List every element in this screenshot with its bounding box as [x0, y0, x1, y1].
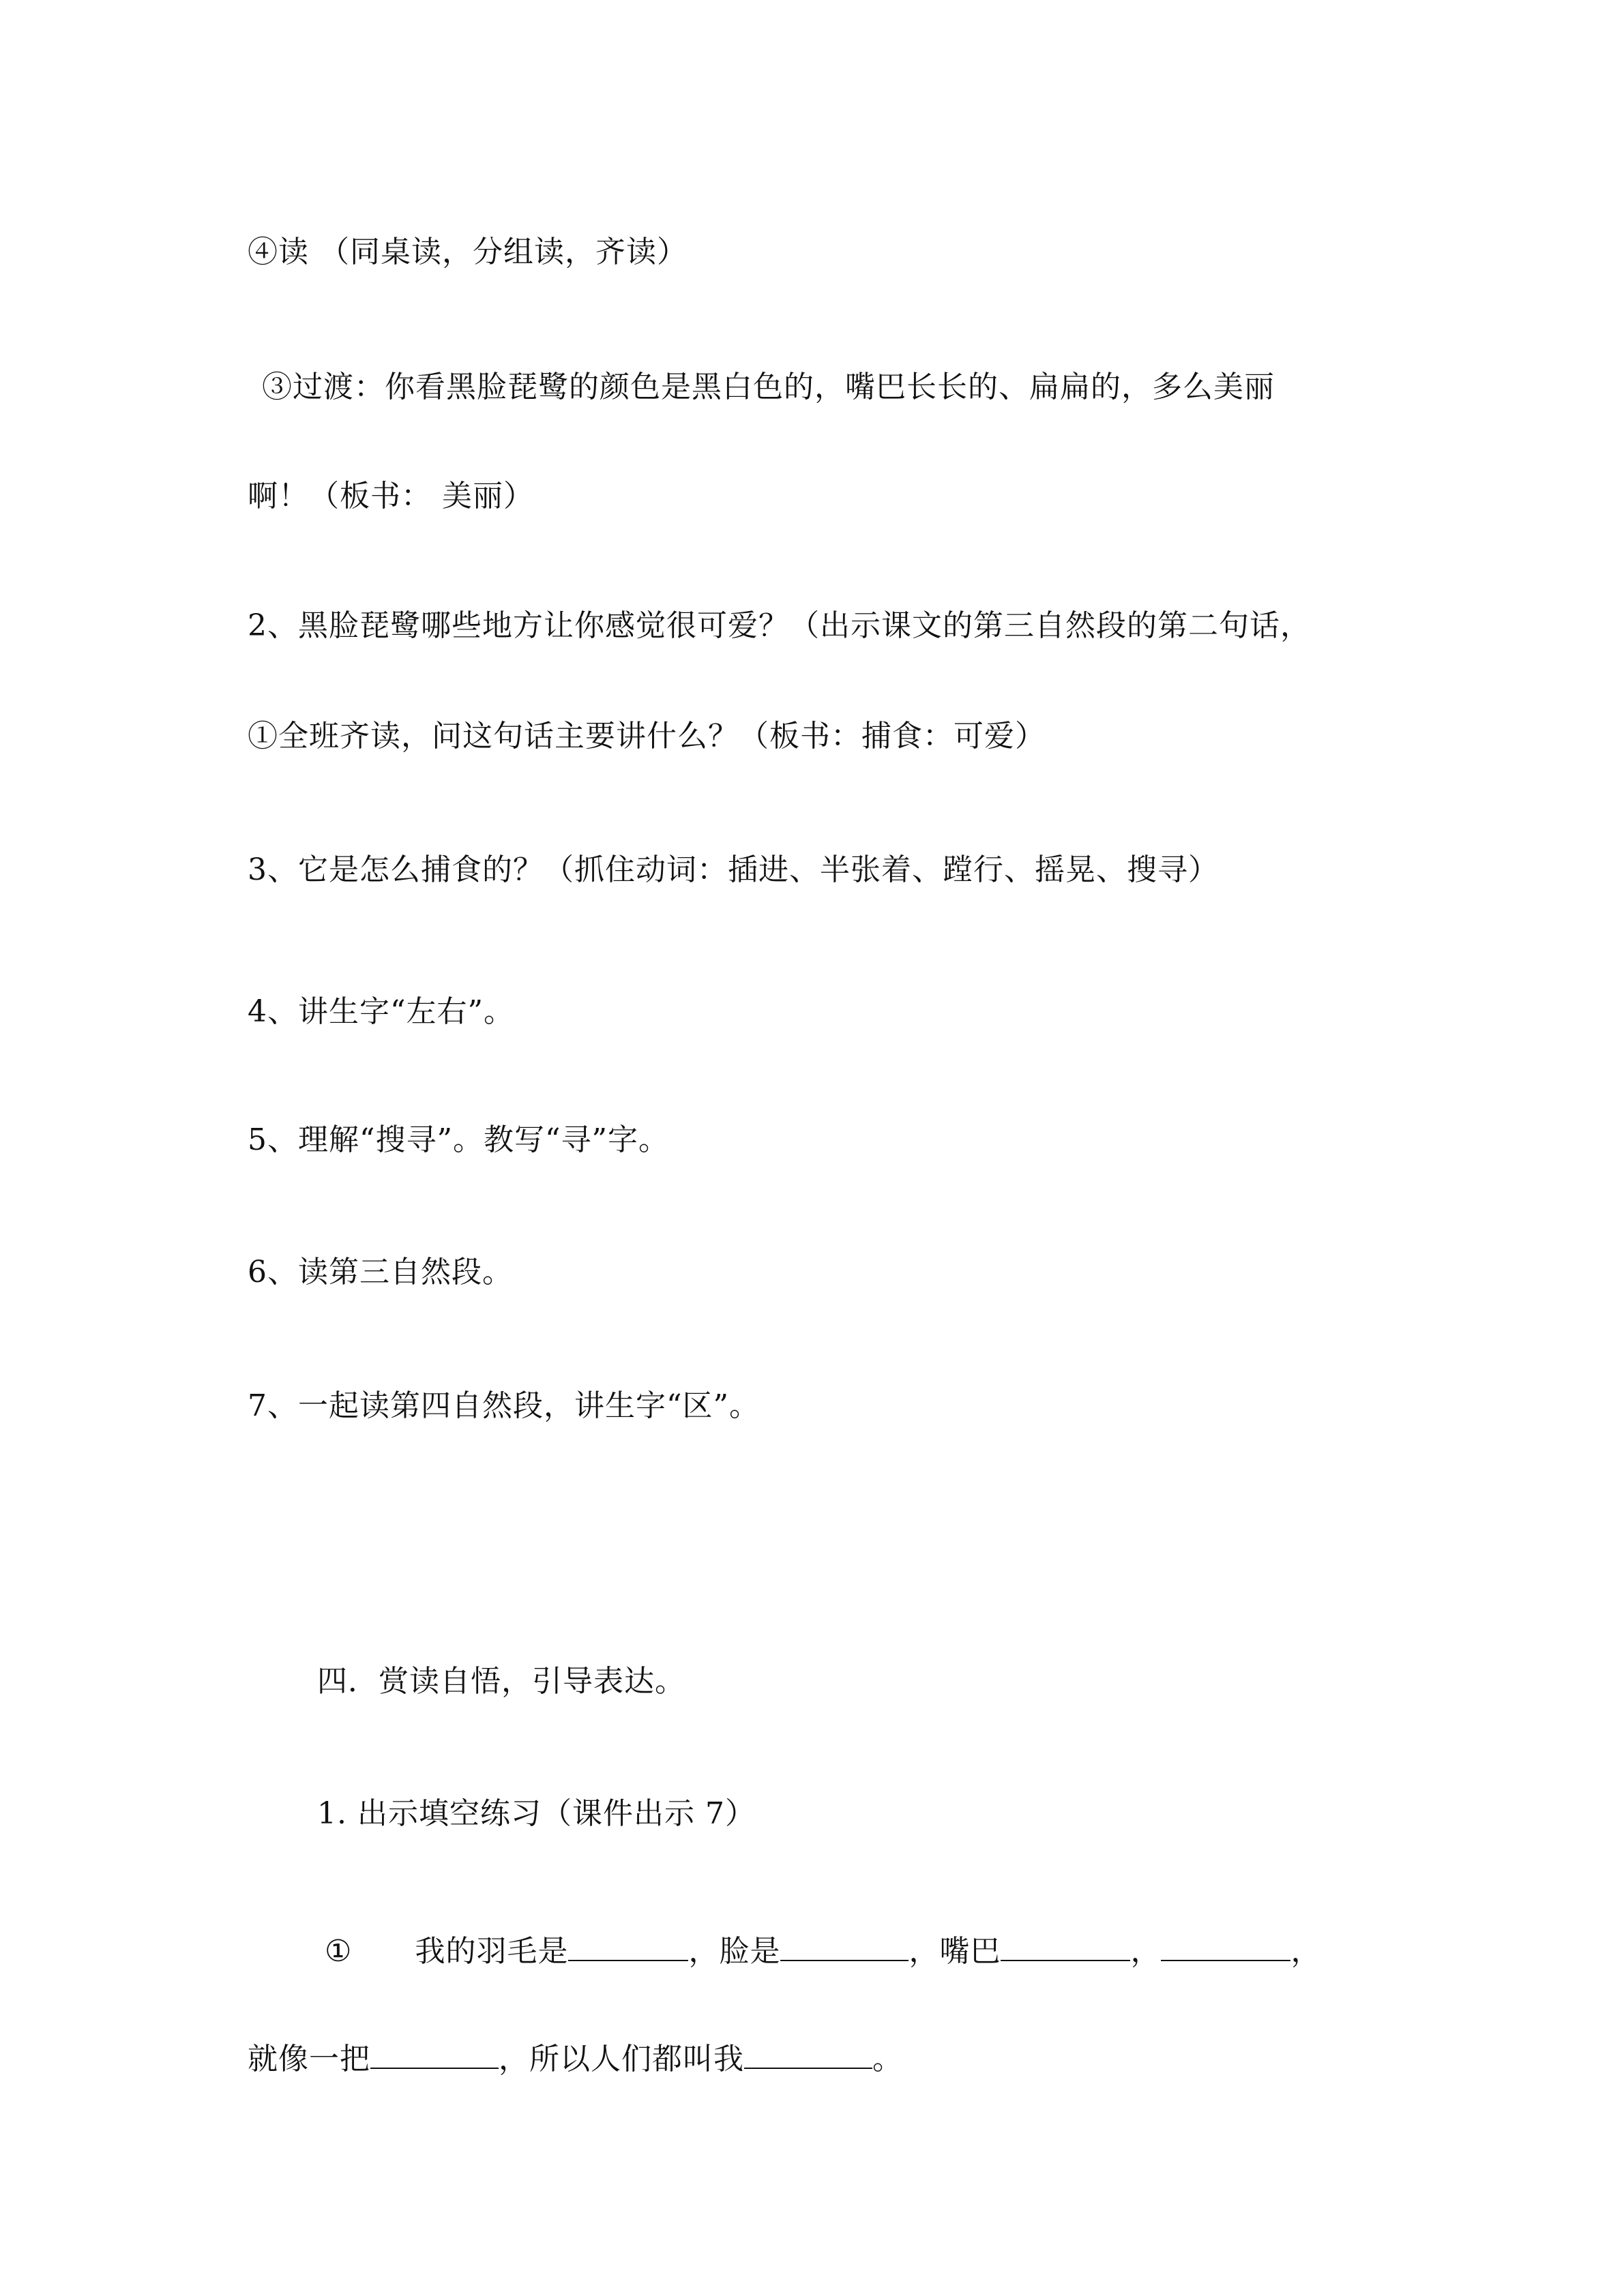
fill-in-line-2	[248, 2040, 903, 2078]
blank-like-a	[370, 2040, 499, 2069]
text-line-transition: ③过渡：你看黑脸琵鹭的颜色是黑白色的，嘴巴长长的、扁扁的，多么美丽	[262, 370, 1275, 404]
fill-in-text: ，所以人们都叫我	[499, 2042, 744, 2076]
blank-name	[744, 2040, 872, 2069]
fill-in-text: ，嘴巴	[909, 1934, 1001, 1969]
blank-face-color	[780, 1933, 909, 1961]
text-line-item-7: 7、一起读第四自然段，讲生字“区”。	[248, 1388, 760, 1423]
text-line-transition-cont: 啊！（板书： 美丽）	[248, 479, 534, 513]
blank-beak-1	[1001, 1933, 1130, 1961]
text-line-item-2: 2、黑脸琵鹭哪些地方让你感觉很可爱？（出示课文的第三自然段的第二句话，	[248, 608, 1311, 643]
fill-in-text: 就像一把	[248, 2042, 370, 2076]
text-line-item-6: 6、读第三自然段。	[248, 1255, 513, 1289]
text-line-item-3: 3、它是怎么捕食的？（抓住动词：插进、半张着、蹚行、摇晃、搜寻）	[248, 852, 1219, 887]
fill-in-line-1	[325, 1933, 1321, 1971]
text-line-item-2-cont: ①全班齐读，问这句话主要讲什么？（板书：捕食：可爱）	[248, 719, 1046, 754]
fill-in-text: ，	[1290, 1934, 1322, 1969]
text-line-item-4: 4、讲生字“左右”。	[248, 994, 514, 1029]
text-line-reading-modes: ④读 （同桌读，分组读，齐读）	[248, 235, 688, 269]
circled-number-marker: ①	[325, 1934, 353, 1969]
fill-in-text: ，脸是	[688, 1934, 781, 1969]
blank-feather-color	[568, 1933, 688, 1961]
text-line-item-5: 5、理解“搜寻”。教写“寻”字。	[248, 1122, 669, 1157]
fill-in-text: 。	[872, 2042, 903, 2076]
blank-beak-2	[1161, 1933, 1290, 1961]
exercise-title: 1. 出示填空练习（课件出示 7）	[317, 1796, 756, 1831]
fill-in-text: 我的羽毛是	[415, 1934, 569, 1969]
fill-in-text: ，	[1130, 1934, 1162, 1969]
section-heading: 四．赏读自悟，引导表达。	[317, 1664, 685, 1699]
